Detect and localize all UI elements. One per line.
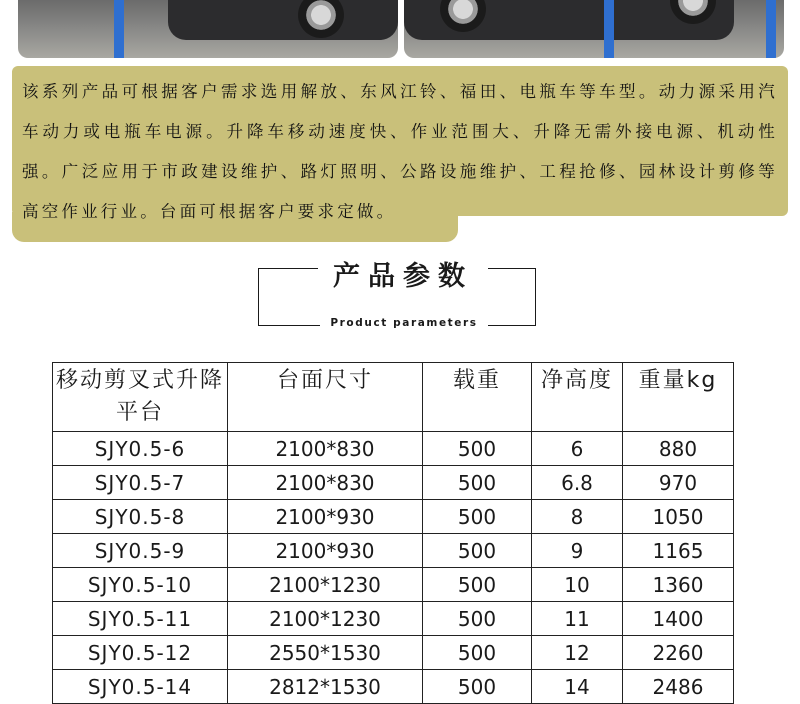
cell-load: 500 <box>423 568 532 602</box>
table-row <box>53 568 734 602</box>
product-description: 该系列产品可根据客户需求选用解放、东风江铃、福田、电瓶车等车型。动力源采用汽车动力或电瓶车电源。升降车移动速度快、作业范围大、升降无需外接电源、机动性强。广泛应用于市政建设维护、路灯照明、公路设施维护、工程抢修、园林设计剪修等高空作业行业。台面可根据客户要求定做。 <box>22 82 778 221</box>
table-row <box>53 432 734 466</box>
product-photo-right <box>404 0 784 58</box>
header-weight: 重量kg <box>623 363 734 432</box>
cell-model: SJY0.5-8 <box>53 500 228 534</box>
cell-weight: 1400 <box>623 602 734 636</box>
table-row <box>53 670 734 704</box>
cell-platform-size: 2550*1530 <box>228 636 423 670</box>
header-load: 载重 <box>423 363 532 432</box>
cell-load: 500 <box>423 466 532 500</box>
section-title: 产品参数 <box>333 261 473 292</box>
cell-model: SJY0.5-7 <box>53 466 228 500</box>
section-subtitle: Product parameters <box>330 317 478 329</box>
cell-clear-height: 11 <box>532 602 623 636</box>
cell-load: 500 <box>423 500 532 534</box>
platform-post <box>114 0 124 58</box>
cell-weight: 1050 <box>623 500 734 534</box>
cell-weight: 1360 <box>623 568 734 602</box>
cell-model: SJY0.5-9 <box>53 534 228 568</box>
cell-platform-size: 2100*1230 <box>228 602 423 636</box>
cell-weight: 2486 <box>623 670 734 704</box>
cell-weight: 1165 <box>623 534 734 568</box>
cell-model: SJY0.5-11 <box>53 602 228 636</box>
table-row <box>53 602 734 636</box>
table-row <box>53 466 734 500</box>
cell-platform-size: 2100*930 <box>228 500 423 534</box>
cell-load: 500 <box>423 670 532 704</box>
cell-model: SJY0.5-6 <box>53 432 228 466</box>
table-row <box>53 636 734 670</box>
cell-load: 500 <box>423 432 532 466</box>
cell-weight: 2260 <box>623 636 734 670</box>
cell-platform-size: 2100*830 <box>228 432 423 466</box>
product-photo-left <box>18 0 398 58</box>
cell-clear-height: 6 <box>532 432 623 466</box>
table-header-row <box>53 363 734 432</box>
cell-load: 500 <box>423 534 532 568</box>
cell-platform-size: 2100*830 <box>228 466 423 500</box>
cell-clear-height: 6.8 <box>532 466 623 500</box>
header-clear-height: 净高度 <box>532 363 623 432</box>
table-row <box>53 500 734 534</box>
platform-post <box>766 0 776 58</box>
cell-clear-height: 10 <box>532 568 623 602</box>
parameters-table <box>52 362 734 704</box>
cell-clear-height: 8 <box>532 500 623 534</box>
cell-model: SJY0.5-10 <box>53 568 228 602</box>
cell-model: SJY0.5-12 <box>53 636 228 670</box>
cell-model: SJY0.5-14 <box>53 670 228 704</box>
cell-clear-height: 12 <box>532 636 623 670</box>
cell-clear-height: 9 <box>532 534 623 568</box>
cell-load: 500 <box>423 602 532 636</box>
cell-platform-size: 2100*930 <box>228 534 423 568</box>
table-row <box>53 534 734 568</box>
cell-weight: 880 <box>623 432 734 466</box>
cell-platform-size: 2812*1530 <box>228 670 423 704</box>
cell-platform-size: 2100*1230 <box>228 568 423 602</box>
platform-post <box>604 0 614 58</box>
vehicle-body <box>168 0 398 40</box>
header-model: 移动剪叉式升降平台 <box>53 363 228 432</box>
cell-load: 500 <box>423 636 532 670</box>
header-platform-size: 台面尺寸 <box>228 363 423 432</box>
cell-clear-height: 14 <box>532 670 623 704</box>
cell-weight: 970 <box>623 466 734 500</box>
